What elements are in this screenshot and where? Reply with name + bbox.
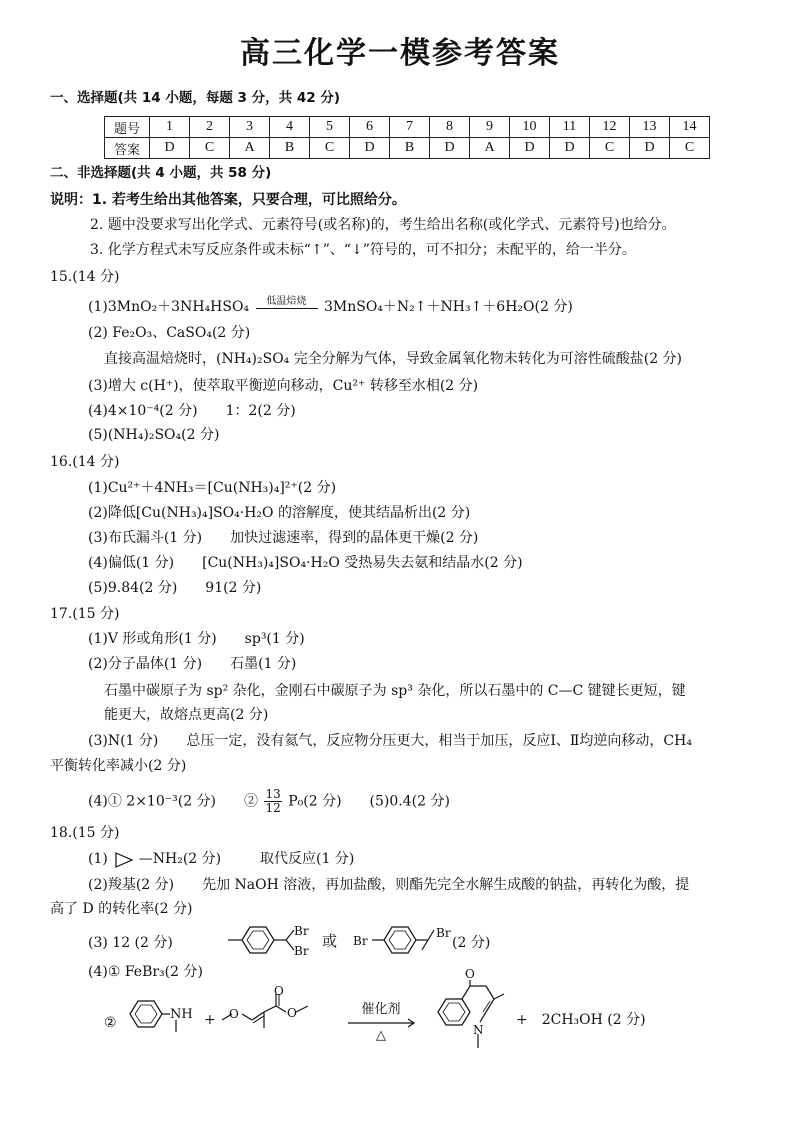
q16-answer-2: (2)降低[Cu(NH₃)₄]SO₄·H₂O 的溶解度，使其结晶析出(2 分): [88, 505, 471, 521]
plus-sign: +: [204, 1012, 216, 1028]
oxygen-label: O: [287, 1006, 297, 1020]
answer-cell: A: [470, 138, 510, 159]
q18-answer-3: (3) 12 (2 分): [88, 935, 173, 951]
bromine-label: Br: [353, 934, 368, 948]
note-line-1: 说明：1. 若考生给出其他答案，只要合理，可比照给分。: [50, 192, 406, 208]
question-number-cell: 10: [510, 117, 550, 138]
bromine-label: Br: [294, 924, 309, 938]
q15-answer-2-explanation: 直接高温焙烧时，(NH₄)₂SO₄ 完全分解为气体，导致金属氧化物未转化为可溶性硫酸盐(2 分): [104, 351, 683, 367]
equation-rhs: 3MnSO₄＋N₂↑＋NH₃↑＋6H₂O(2 分): [323, 299, 573, 315]
fraction-denominator: 12: [265, 801, 281, 815]
q17-answer-4-part-2: P₀(2 分) (5)0.4(2 分): [288, 793, 450, 810]
q17-answer-3: (3)N(1 分) 总压一定，没有氦气，反应物分压更大，相当于加压，反应Ⅰ、Ⅱ均逆向移动，CH₄: [88, 733, 692, 749]
section-heading-nonchoice: 二、非选择题(共 4 小题，共 58 分): [50, 165, 272, 181]
answer-cell: C: [670, 138, 710, 159]
section-heading-choice: 一、选择题(共 14 小题，每题 3 分，共 42 分): [50, 90, 341, 106]
amine-group: —NH₂(2 分): [138, 851, 222, 867]
oxygen-label: O: [465, 967, 475, 981]
bromine-label: Br: [294, 944, 309, 958]
question-number-cell: 4: [270, 117, 310, 138]
q15-answer-5: (5)(NH₄)₂SO₄(2 分): [88, 427, 220, 443]
q17-answer-2-explanation-cont: 能更大，故熔点更高(2 分): [104, 707, 269, 723]
quinolinone-structure-icon: [432, 980, 512, 1056]
question-number-cell: 13: [630, 117, 670, 138]
reaction-type: 取代反应(1 分): [260, 851, 355, 867]
oxygen-label: O: [229, 1007, 239, 1021]
q18-answer-1-label: (1): [88, 851, 108, 867]
amine-nh-label: NH: [170, 1007, 193, 1022]
reaction-product-text: + 2CH₃OH (2 分): [516, 1012, 646, 1028]
q16-answer-5: (5)9.84(2 分) 91(2 分): [88, 580, 262, 596]
answer-cell: C: [190, 138, 230, 159]
q17-answer-3-cont: 平衡转化率减小(2 分): [50, 758, 187, 774]
answer-cell: D: [550, 138, 590, 159]
question-number-cell: 7: [390, 117, 430, 138]
q17-answer-4-part-1: (4)① 2×10⁻³(2 分) ②: [88, 793, 259, 810]
cyclopropyl-structure-icon: [114, 850, 140, 870]
question-label-16: 16.(14 分): [50, 454, 120, 470]
q15-answer-1: [88, 297, 573, 317]
table-header-cell: 题号: [105, 117, 150, 138]
note-line-2: 2. 题中没要求写出化学式、元素符号(或名称)的，考生给出名称(或化学式、元素符号)也给分。: [90, 217, 676, 233]
answer-cell: D: [430, 138, 470, 159]
answer-cell: D: [150, 138, 190, 159]
q18-answer-2-cont: 高了 D 的转化率(2 分): [50, 901, 193, 917]
q15-answer-2: (2) Fe₂O₃、CaSO₄(2 分): [88, 325, 251, 341]
table-header-cell: 答案: [105, 138, 150, 159]
bromine-label: Br: [436, 926, 451, 940]
answer-cell: D: [350, 138, 390, 159]
q17-answer-1: (1)V 形或角形(1 分) sp³(1 分): [88, 631, 305, 647]
q16-answer-4: (4)偏低(1 分) [Cu(NH₃)₄]SO₄·H₂O 受热易失去氨和结晶水(2 分): [88, 555, 523, 571]
question-number-cell: 12: [590, 117, 630, 138]
answer-cell: D: [630, 138, 670, 159]
note-line-3: 3. 化学方程式未写反应条件或未标“↑”、“↓”符号的，可不扣分；未配平的，给一半分。: [90, 242, 636, 258]
question-number-cell: 6: [350, 117, 390, 138]
reaction-condition-catalyst: 催化剂: [361, 1002, 401, 1017]
answer-cell: C: [310, 138, 350, 159]
q18-answer-4: (4)① FeBr₃(2 分): [88, 964, 203, 980]
page-title: 高三化学一模参考答案: [240, 36, 560, 71]
table-row-answers: [105, 138, 710, 159]
q17-answer-2-explanation: 石墨中碳原子为 sp² 杂化，金刚石中碳原子为 sp³ 杂化，所以石墨中的 C—C 键键长更短，键: [104, 683, 686, 699]
question-number-cell: 11: [550, 117, 590, 138]
answer-table: [104, 116, 710, 159]
q17-answer-2: (2)分子晶体(1 分) 石墨(1 分): [88, 656, 297, 672]
question-number-cell: 9: [470, 117, 510, 138]
question-number-cell: 5: [310, 117, 350, 138]
score: (2 分): [452, 935, 491, 951]
answer-cell: B: [390, 138, 430, 159]
reaction-condition: 低温焙烧: [266, 296, 307, 307]
question-number-cell: 1: [150, 117, 190, 138]
equation-lhs: (1)3MnO₂＋3NH₄HSO₄: [88, 299, 250, 315]
q18-answer-2: (2)羧基(2 分) 先加 NaOH 溶液，再加盐酸，则酯先完全水解生成酸的钠盐，再转化为酸，提: [88, 877, 690, 893]
question-number-cell: 2: [190, 117, 230, 138]
q17-answer-4: [88, 788, 450, 815]
nitrogen-label: N: [473, 1023, 484, 1037]
fraction: [264, 788, 281, 815]
question-number-cell: 8: [430, 117, 470, 138]
or-connector: 或: [322, 932, 338, 950]
q15-answer-3: (3)增大 c(H⁺)，使萃取平衡逆向移动，Cu²⁺ 转移至水相(2 分): [88, 378, 479, 394]
question-label-15: 15.(14 分): [50, 269, 120, 285]
reaction-condition-heat: △: [376, 1028, 386, 1043]
q16-answer-3: (3)布氏漏斗(1 分) 加快过滤速率，得到的晶体更干燥(2 分): [88, 530, 479, 546]
table-row-numbers: [105, 117, 710, 138]
oxygen-label: O: [274, 984, 284, 998]
question-number-cell: 3: [230, 117, 270, 138]
question-number-cell: 14: [670, 117, 710, 138]
answer-cell: D: [510, 138, 550, 159]
question-label-17: 17.(15 分): [50, 606, 120, 622]
q16-answer-1: (1)Cu²⁺＋4NH₃＝[Cu(NH₃)₄]²⁺(2 分): [88, 480, 337, 496]
answer-cell: C: [590, 138, 630, 159]
answer-cell: B: [270, 138, 310, 159]
fraction-numerator: 13: [265, 787, 281, 801]
reaction-arrow: [254, 297, 320, 317]
reaction-number: ②: [104, 1015, 117, 1031]
answer-cell: A: [230, 138, 270, 159]
question-label-18: 18.(15 分): [50, 825, 120, 841]
q15-answer-4: (4)4×10⁻⁴(2 分) 1：2(2 分): [88, 403, 296, 419]
